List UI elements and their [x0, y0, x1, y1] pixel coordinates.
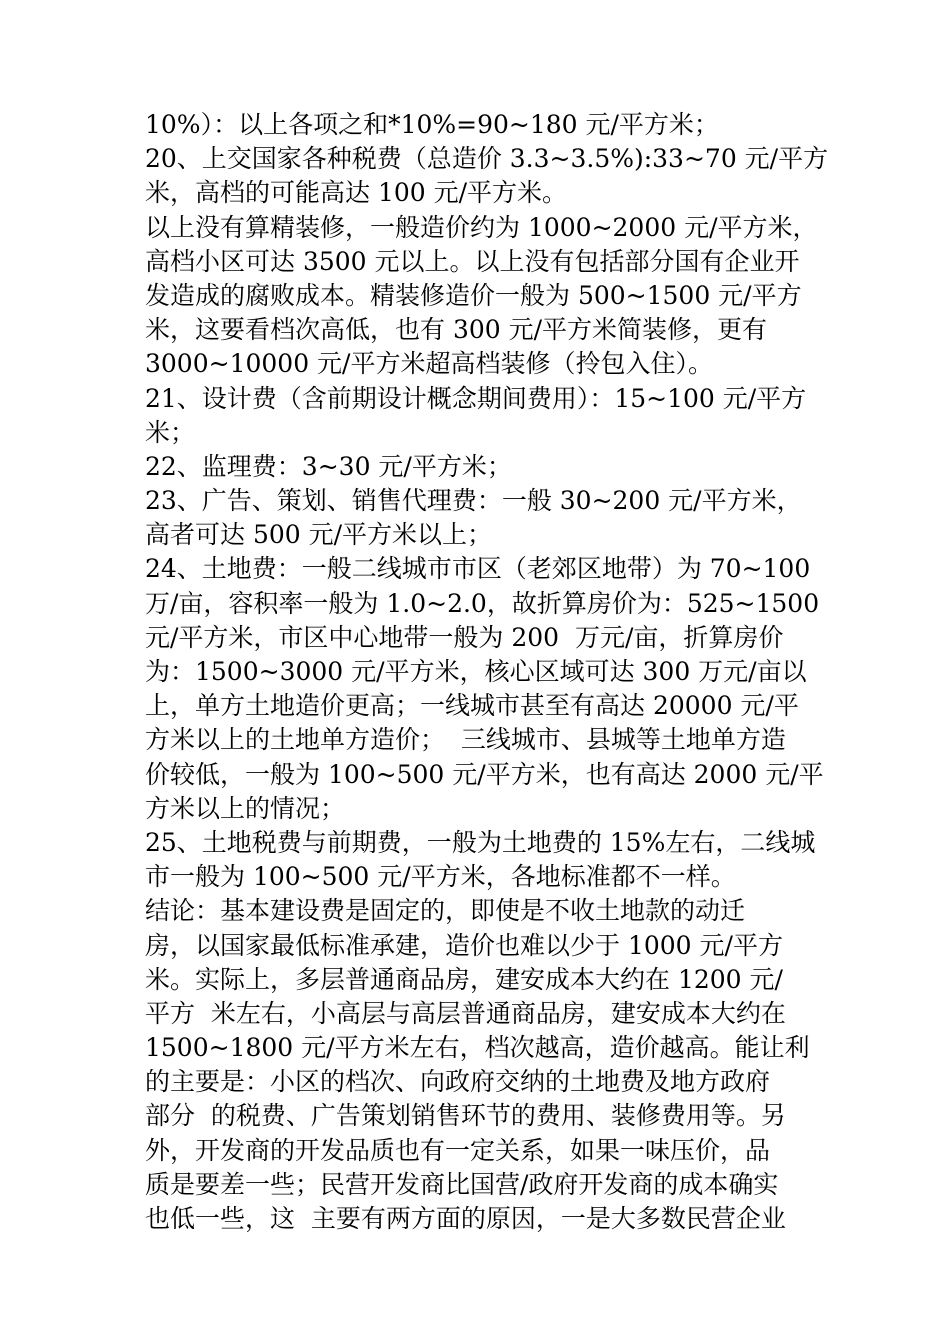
text-line: 方米以上的土地单方造价； 三线城市、县城等土地单方造	[145, 725, 786, 755]
text-line: 高者可达 500 元/平方米以上；	[145, 520, 493, 550]
text-line: 22、监理费：3~30 元/平方米；	[145, 451, 512, 481]
text-line: 也低一些，这 主要有两方面的原因，一是大多数民营企业	[145, 1204, 786, 1233]
text-line: 米，这要看档次高低，也有 300 元/平方米简装修，更有	[145, 315, 768, 345]
text-line: 21、设计费（含前期设计概念期间费用）：15~100 元/平方	[145, 383, 807, 413]
text-line: 外，开发商的开发品质也有一定关系，如果一味压价，品	[145, 1135, 771, 1165]
body-text	[145, 108, 829, 1236]
text-line: 25、土地税费与前期费，一般为土地费的 15%左右，二线城	[145, 827, 816, 857]
text-line: 房，以国家最低标准承建，造价也难以少于 1000 元/平方	[145, 930, 783, 960]
text-line: 米。实际上，多层普通商品房，建安成本大约在 1200 元/	[145, 964, 783, 994]
text-line: 元/平方米，市区中心地带一般为 200 万元/亩，折算房价	[145, 622, 784, 652]
text-line: 价较低，一般为 100~500 元/平方米，也有高达 2000 元/平	[145, 759, 824, 789]
text-line: 万/亩，容积率一般为 1.0~2.0，故折算房价为：525~1500	[145, 588, 820, 618]
text-line: 1500~1800 元/平方米左右，档次越高，造价越高。能让利	[145, 1033, 810, 1063]
text-line: 3000~10000 元/平方米超高档装修（拎包入住）。	[145, 349, 713, 379]
text-line: 发造成的腐败成本。精装修造价一般为 500~1500 元/平方	[145, 280, 802, 310]
text-line: 结论：基本建设费是固定的，即使是不收土地款的动迁	[145, 896, 746, 926]
text-line: 23、广告、策划、销售代理费：一般 30~200 元/平方米，	[145, 486, 802, 516]
text-line: 为：1500~3000 元/平方米，核心区域可达 300 万元/亩以	[145, 657, 807, 686]
text-line: 米，高档的可能高达 100 元/平方米。	[145, 178, 568, 208]
text-line: 上，单方土地造价更高；一线城市甚至有高达 20000 元/平	[145, 691, 799, 721]
text-line: 高档小区可达 3500 元以上。以上没有包括部分国有企业开	[145, 246, 800, 276]
text-line: 以上没有算精装修，一般造价约为 1000~2000 元/平方米，	[145, 212, 818, 242]
text-line: 方米以上的情况；	[145, 793, 346, 823]
text-line: 质是要差一些；民营开发商比国营/政府开发商的成本确实	[145, 1169, 779, 1199]
text-line: 米；	[145, 417, 196, 447]
text-line: 的主要是：小区的档次、向政府交纳的土地费及地方政府	[145, 1067, 771, 1097]
text-line: 20、上交国家各种税费（总造价 3.3~3.5%):33~70 元/平方	[145, 144, 829, 174]
text-line: 市一般为 100~500 元/平方米，各地标准都不一样。	[145, 862, 736, 892]
text-line: 部分 的税费、广告策划销售环节的费用、装修费用等。另	[145, 1101, 786, 1131]
text-line: 10%）：以上各项之和*10%=90~180 元/平方米；	[145, 110, 719, 139]
text-line: 平方 米左右，小高层与高层普通商品房，建安成本大约在	[145, 998, 786, 1028]
text-line: 24、土地费：一般二线城市市区（老郊区地带）为 70~100	[145, 554, 811, 584]
